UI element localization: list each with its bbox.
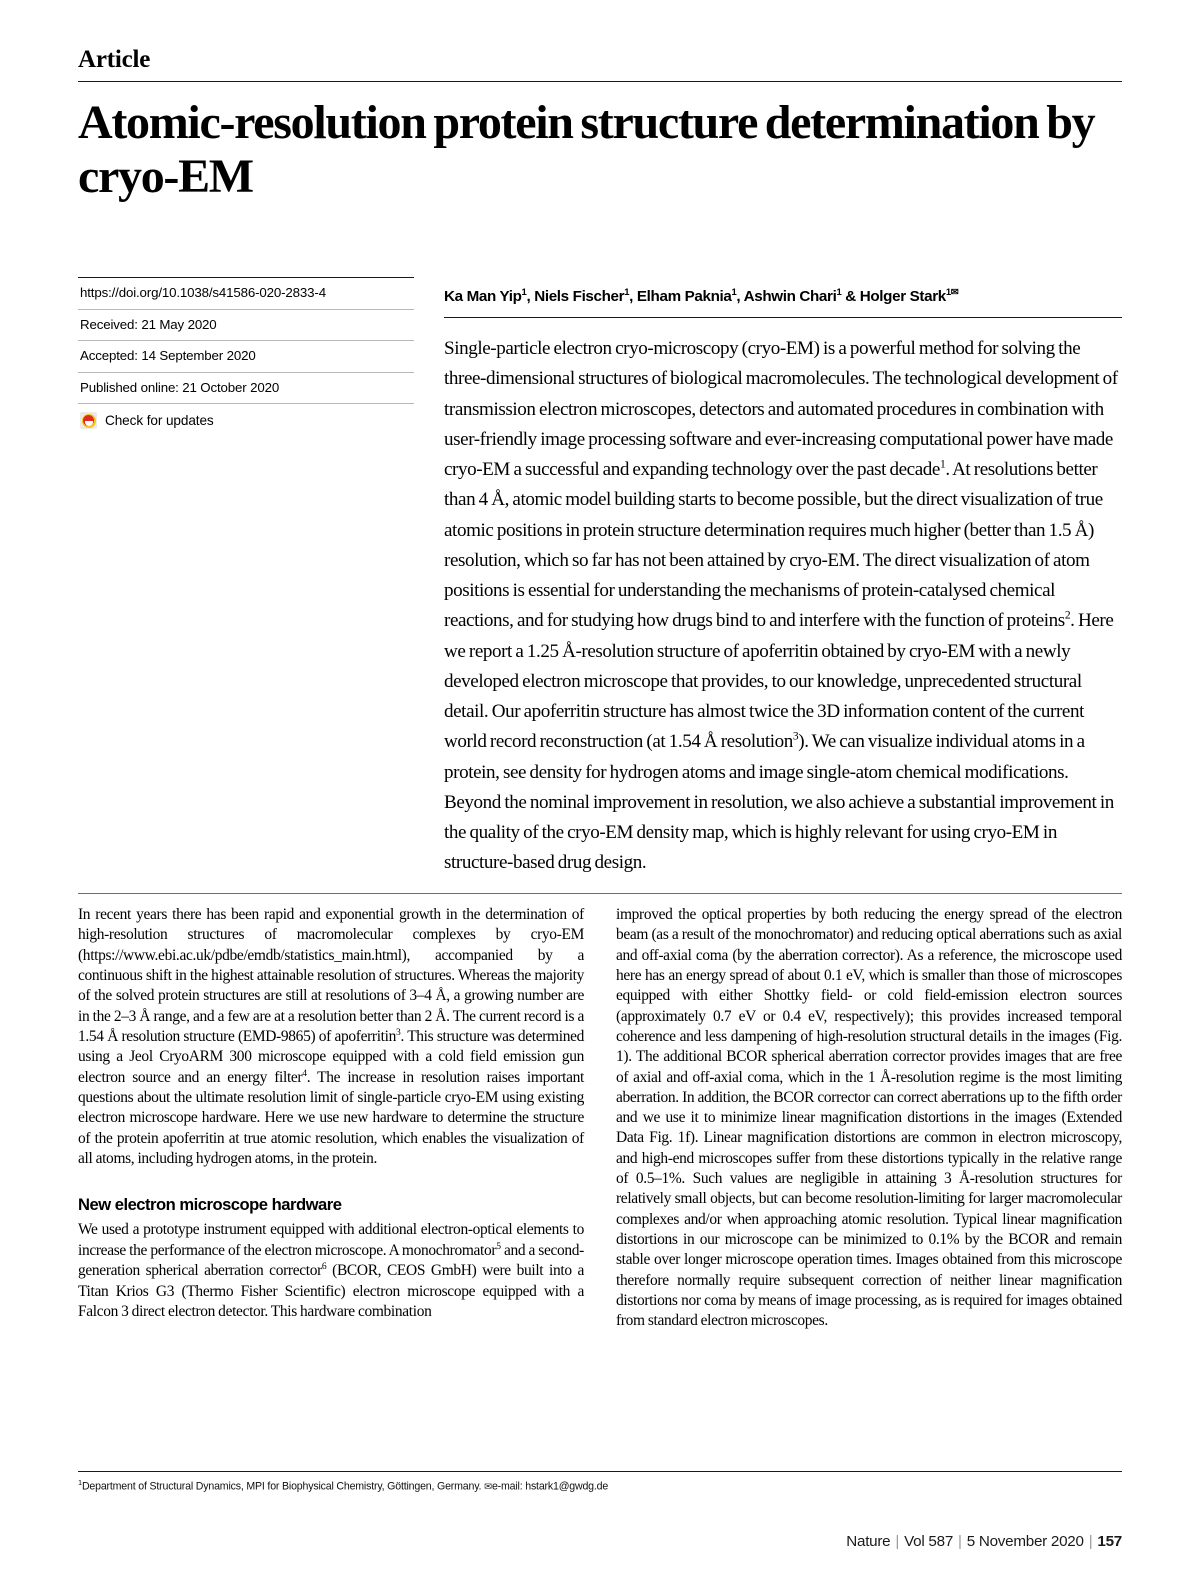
citation-ref[interactable]: 3 — [792, 730, 799, 743]
footer-separator: | — [1088, 1533, 1093, 1550]
body-top-divider — [78, 893, 1122, 894]
citation-ref[interactable]: 3 — [395, 1026, 401, 1038]
author-separator: , — [526, 288, 535, 306]
footnote-section — [78, 1471, 1122, 1494]
publication-metadata — [78, 277, 414, 429]
page-footer — [846, 1533, 1122, 1550]
abstract-text — [444, 334, 1122, 879]
author-separator: & — [841, 288, 860, 306]
envelope-icon: ✉ — [484, 1481, 492, 1493]
footer-separator: | — [895, 1533, 900, 1550]
author-affiliation-marker: 1✉ — [945, 287, 959, 298]
volume-label: Vol 587 — [904, 1533, 954, 1550]
author-name[interactable]: Niels Fischer — [534, 288, 625, 306]
issue-date: 5 November 2020 — [966, 1533, 1084, 1550]
paragraph-segment: We used a prototype instrument equipped with additional electron-optical elements to increase the performance of the electron microscope. A monochromator — [78, 1221, 584, 1259]
author-list — [444, 277, 1122, 317]
check-for-updates-label: Check for updates — [105, 413, 214, 429]
affiliation-marker: 1 — [78, 1478, 82, 1487]
envelope-icon: ✉ — [950, 287, 959, 298]
affiliation-footnote — [78, 1478, 1122, 1494]
check-for-updates-button[interactable] — [78, 404, 414, 429]
citation-ref[interactable]: 2 — [1064, 609, 1071, 622]
paragraph-segment: (BCOR, CEOS GmbH) were built into a Titan Krios G3 (Thermo Fisher Scientific) electron microscope equipped with a Falcon 3 direct electron detector. This hardware combination — [78, 1262, 584, 1320]
paragraph-segment: . This structure was determined using a Jeol CryoARM 300 microscope equipped with a cold field emission gun electron source and an energy filter — [78, 1028, 584, 1086]
body-column-right — [616, 905, 1122, 1332]
paragraph-segment: and a second-generation spherical aberration corrector — [78, 1241, 584, 1280]
abstract-segment: . At resolutions better than 4 Å, atomic model building starts to become possible, but the direct visualization of true atomic positions in protein structure determination requires much higher (better than 1.5 Å) resolution, which so far has not been attained by cryo-EM. The direct visualization of atom positions is essential for understanding the mechanisms of protein-catalysed chemical reactions, and for studying how drugs bind to and interfere with the function of proteins — [444, 459, 1103, 632]
received-date: Received: 21 May 2020 — [78, 310, 414, 342]
author-name[interactable]: Ashwin Chari — [743, 288, 837, 306]
abstract-divider — [444, 317, 1122, 318]
author-affiliation-marker: 1 — [624, 287, 630, 298]
footnote-divider — [78, 1471, 1122, 1472]
page-title: Atomic-resolution protein structure determination by cryo-EM — [78, 95, 1095, 203]
masthead — [78, 46, 1122, 204]
abstract-column — [444, 277, 1122, 879]
body-paragraph — [78, 1220, 584, 1322]
citation-ref[interactable]: 6 — [321, 1261, 327, 1273]
body-paragraph — [78, 905, 584, 1169]
abstract-segment: ). We can visualize individual atoms in a protein, see density for hydrogen atoms and image single-atom chemical modifications. Beyond the nominal improvement in resolution, we also achieve a substantial improvement in the quality of the cryo-EM density map, which is highly relevant for using cryo-EM in structure-based drug design. — [444, 731, 1114, 874]
citation-ref[interactable]: 1 — [939, 458, 946, 471]
abstract-segment: Single-particle electron cryo-microscopy (cryo-EM) is a powerful method for solving the three-dimensional structures of biological macromolecules. The technological development of transmission electron microscopes, detectors and automated procedures in combination with user-friendly image processing software and ever-increasing computational power have made cryo-EM a successful and expanding technology over the past decade — [444, 338, 1118, 481]
body-paragraph: improved the optical properties by both reducing the energy spread of the electron beam (as a result of the monochromator) and reducing optical aberrations such as axial and off-axial coma (by the aberration corrector). As a reference, the microscope used here has an energy spread of about 0.1 eV, which is smaller than those of microscopes equipped with either Shottky field- or cold field-emission electron sources (approximately 0.7 eV or 0.4 eV, respectively); this provides increased temporal coherence and less dampening of high-resolution structural details in the images (Fig. 1). The additional BCOR spherical aberration corrector provides images that are free of axial and off-axial coma, which in the 1 Å-resolution regime is the most limiting aberration. In addition, the BCOR corrector can correct aberrations up to the fifth order and we use it to minimize linear magnification distortions in the images (Extended Data Fig. 1f). Linear magnification distortions are common in electron microscopy, and high-end microscopes suffer from these distortions typically in the relative range of 0.5–1%. Such values are negligible in attaining 3 Å-resolution structures for relatively small objects, but can become resolution-limiting for larger macromolecular complexes and/or when approaching atomic resolution. Typical linear magnification distortions in our microscope can be minimized to 0.1% by the BCOR and remain stable over longer microscope operation times. Images obtained from this microscope therefore normally require subsequent correction of neither linear magnification distortions nor coma by means of image processing, as is required for images obtained from standard electron microscopes. — [616, 906, 1122, 1330]
article-kicker: Article — [78, 46, 151, 73]
meta-abstract-band — [78, 277, 1122, 879]
published-date: Published online: 21 October 2020 — [78, 373, 414, 405]
author-name[interactable]: Elham Paknia — [636, 288, 732, 306]
author-affiliation-marker: 1 — [521, 287, 527, 298]
author-separator: , — [629, 288, 637, 306]
footer-separator: | — [958, 1533, 962, 1550]
corresponding-email[interactable]: e-mail: hstark1@gwdg.de — [491, 1480, 609, 1493]
crossmark-icon — [80, 412, 97, 429]
citation-ref[interactable]: 5 — [496, 1240, 501, 1252]
abstract-segment: . Here we report a 1.25 Å-resolution structure of apoferritin obtained by cryo-EM with a newly developed electron microscope that provides, to our knowledge, unprecedented structural detail. Our apoferritin structure has almost twice the 3D information content of the current world record reconstruction (at 1.54 Å resolution — [444, 610, 1114, 753]
paragraph-segment: . The increase in resolution raises important questions about the ultimate resolution limit of single-particle cryo-EM using existing electron microscope hardware. Here we use new hardware to determine the structure of the protein apoferritin at true atomic resolution, which enables the visualization of all atoms, including hydrogen atoms, in the protein. — [78, 1068, 584, 1168]
affiliation-text: Department of Structural Dynamics, MPI for Biophysical Chemistry, Göttingen, Germany. — [81, 1480, 485, 1493]
section-heading: New electron microscope hardware — [78, 1195, 342, 1215]
author-name[interactable]: Ka Man Yip — [444, 288, 522, 306]
doi-link[interactable]: https://doi.org/10.1038/s41586-020-2833-4 — [78, 278, 414, 310]
body-section — [78, 893, 1122, 1332]
page-number: 157 — [1097, 1533, 1122, 1550]
author-name[interactable]: Holger Stark — [859, 288, 946, 306]
journal-name: Nature — [846, 1533, 891, 1550]
citation-ref[interactable]: 4 — [302, 1067, 307, 1079]
author-affiliation-marker: 1 — [731, 287, 737, 298]
body-column-left — [78, 905, 584, 1332]
accepted-date: Accepted: 14 September 2020 — [78, 341, 414, 373]
masthead-divider — [78, 81, 1122, 82]
paragraph-segment: In recent years there has been rapid and exponential growth in the determination of high-resolution structures of macromolecular complexes by cryo-EM (https://www.ebi.ac.uk/pdbe/emdb/statistics_main.html), accompanied by a continuous shift in the highest attainable resolution of structures. Whereas the majority of the solved protein structures are still at resolutions of 3–4 Å, a growing number are in the 2–3 Å range, and a few are at a resolution better than 2 Å. The current record is a 1.54 Å resolution structure (EMD-9865) of apoferritin — [78, 906, 584, 1046]
author-separator: , — [736, 288, 744, 306]
author-affiliation-marker: 1 — [836, 287, 842, 298]
